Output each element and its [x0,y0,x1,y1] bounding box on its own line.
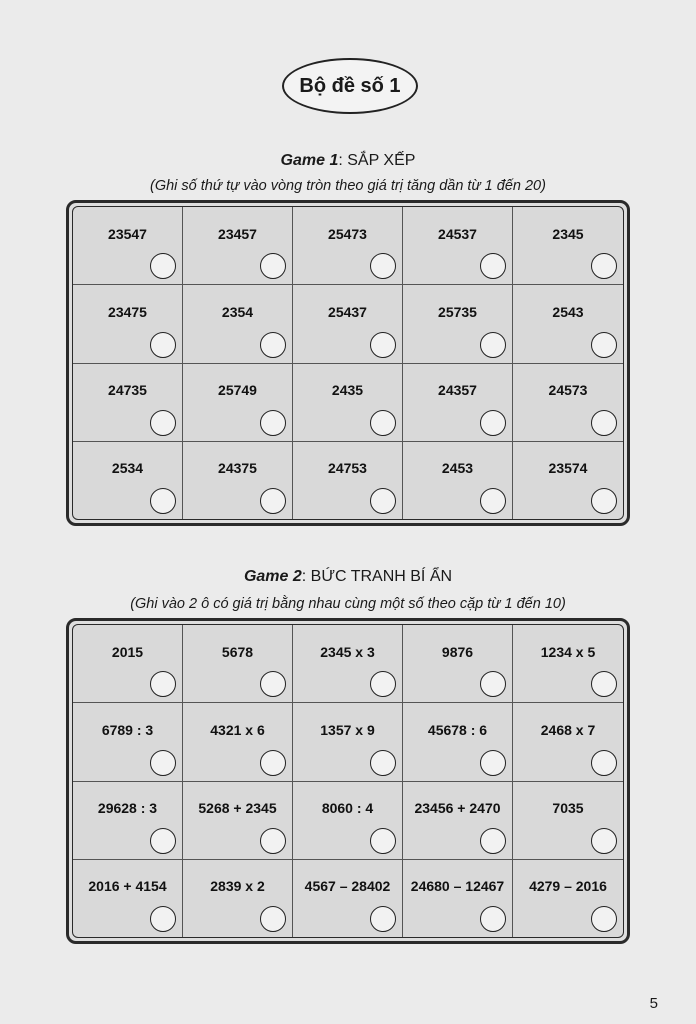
game2-answer-circle[interactable] [480,828,506,854]
page-title-text: Bộ đề số 1 [299,74,401,97]
game2-answer-circle[interactable] [591,671,617,697]
game2-answer-circle[interactable] [370,906,396,932]
game2-answer-circle[interactable] [150,906,176,932]
game2-cell-value: 2345 x 3 [320,643,375,660]
game2-cell-value: 45678 : 6 [427,721,488,738]
game2-answer-circle[interactable] [370,750,396,776]
game1-cell-value: 24753 [328,460,367,477]
game1-cell-value: 2543 [552,303,584,320]
game1-answer-circle[interactable] [150,410,176,436]
game2-answer-circle[interactable] [370,828,396,854]
game2-cell-value: 1234 x 5 [540,643,596,660]
game1-cell [293,442,403,519]
game1-cell-value: 25473 [328,225,367,242]
game1-answer-circle[interactable] [260,410,286,436]
game2-cell-value: 2016 + 4154 [88,878,167,895]
game1-answer-circle[interactable] [591,410,617,436]
game1-answer-circle[interactable] [591,488,617,514]
game2-cell-value: 5268 + 2345 [198,800,277,817]
game1-answer-circle[interactable] [260,332,286,358]
game1-cell [403,285,513,363]
game1-cell [293,285,403,363]
game1-cell-value: 23457 [218,225,257,242]
game2-answer-circle[interactable] [150,671,176,697]
game1-cell [403,442,513,519]
game1-cell-value: 24357 [438,382,477,399]
game2-cell-value: 4567 – 28402 [304,878,391,895]
game1-cell-value: 23547 [108,225,147,242]
game2-cell [513,703,623,781]
game2-cell [183,860,293,937]
game2-instruction: (Ghi vào 2 ô có giá trị bằng nhau cùng một số theo cặp từ 1 đến 10) [130,596,566,612]
game2-answer-circle[interactable] [591,906,617,932]
game1-answer-circle[interactable] [480,410,506,436]
game2-cell [293,703,403,781]
game2-cell-value: 4279 – 2016 [529,878,607,895]
game1-answer-circle[interactable] [150,253,176,279]
game2-cell [403,860,513,937]
game1-cell-value: 2345 [552,225,584,242]
game1-answer-circle[interactable] [370,332,396,358]
game2-cell [73,703,183,781]
game1-answer-circle[interactable] [260,488,286,514]
game1-label: Game 1 [280,152,339,169]
game2-cell [183,782,293,860]
game1-cell [513,285,623,363]
game2-cell [403,782,513,860]
game1-cell-value: 2453 [441,460,474,477]
game2-answer-circle[interactable] [480,750,506,776]
game1-cell [513,364,623,442]
game1-cell-value: 24573 [548,382,588,399]
game1-cell-value: 23475 [108,303,147,320]
game2-grid [72,624,624,938]
game2-cell [513,782,623,860]
game1-answer-circle[interactable] [591,253,617,279]
game2-cell-value: 2468 x 7 [540,721,596,738]
game1-answer-circle[interactable] [150,488,176,514]
game1-answer-circle[interactable] [150,332,176,358]
game2-cell-value: 2839 x 2 [210,878,265,895]
game1-cell [183,442,293,519]
game1-title [0,152,696,170]
game2-cell-value: 2015 [111,643,144,660]
game2-cell [183,703,293,781]
game2-cell [73,782,183,860]
game2-answer-circle[interactable] [260,750,286,776]
game1-answer-circle[interactable] [370,488,396,514]
game2-cell-value: 6789 : 3 [101,721,154,738]
game1-answer-circle[interactable] [480,253,506,279]
game2-cell-value: 1357 x 9 [320,721,375,738]
game2-cell-value: 5678 [221,643,254,660]
game2-title [0,568,696,586]
game1-cell-value: 2435 [331,382,364,399]
game1-answer-circle[interactable] [591,332,617,358]
game1-cell [183,285,293,363]
game2-cell-value: 7035 [552,800,584,817]
game1-instruction: (Ghi số thứ tự vào vòng tròn theo giá trị tăng dần từ 1 đến 20) [150,178,546,194]
game2-answer-circle[interactable] [591,828,617,854]
game1-cell-value: 24735 [108,382,147,399]
game2-cell-value: 9876 [441,643,474,660]
game1-cell [403,364,513,442]
game1-cell-value: 24375 [218,460,257,477]
game2-cell [293,625,403,703]
game2-answer-circle[interactable] [150,750,176,776]
game2-cell [183,625,293,703]
game2-cell [403,625,513,703]
game2-answer-circle[interactable] [260,671,286,697]
game2-cell [293,782,403,860]
page-title [282,58,418,114]
game1-cell [183,364,293,442]
game2-cell [513,625,623,703]
game2-cell-value: 4321 x 6 [210,721,265,738]
game2-cell [293,860,403,937]
game2-cell [73,625,183,703]
game1-answer-circle[interactable] [480,488,506,514]
game1-cell [73,285,183,363]
game2-cell [403,703,513,781]
game1-cell [513,442,623,519]
game2-cell-value: 23456 + 2470 [414,800,501,817]
game2-answer-circle[interactable] [370,671,396,697]
game1-cell [513,207,623,285]
game1-cell [73,207,183,285]
page-number: 5 [649,995,658,1012]
game1-grid [72,206,624,520]
game1-answer-circle[interactable] [260,253,286,279]
game1-cell [73,442,183,519]
game1-answer-circle[interactable] [480,332,506,358]
game1-name: : SẮP XẾP [338,152,416,169]
game2-cell-value: 8060 : 4 [321,800,374,817]
game1-cell [403,207,513,285]
game2-name: : BỨC TRANH BÍ ẨN [301,568,453,585]
game1-cell-value: 25735 [438,303,477,320]
game1-cell-value: 2354 [221,303,254,320]
game2-answer-circle[interactable] [260,828,286,854]
game2-answer-circle[interactable] [480,671,506,697]
game2-cell [73,860,183,937]
game1-board [66,200,630,526]
game1-cell-value: 25437 [328,303,367,320]
game1-cell-value: 2534 [111,460,144,477]
game1-cell [293,364,403,442]
game1-answer-circle[interactable] [370,253,396,279]
game2-cell-value: 24680 – 12467 [410,878,505,895]
game1-cell [183,207,293,285]
game1-cell [293,207,403,285]
game2-cell [513,860,623,937]
game2-answer-circle[interactable] [591,750,617,776]
game2-answer-circle[interactable] [150,828,176,854]
game2-cell-value: 29628 : 3 [97,800,158,817]
game1-cell-value: 24537 [438,225,477,242]
game2-board [66,618,630,944]
game1-cell-value: 25749 [218,382,257,399]
game2-answer-circle[interactable] [480,906,506,932]
game1-cell [73,364,183,442]
game1-answer-circle[interactable] [370,410,396,436]
game2-answer-circle[interactable] [260,906,286,932]
game1-cell-value: 23574 [548,460,588,477]
game2-label: Game 2 [243,568,302,585]
